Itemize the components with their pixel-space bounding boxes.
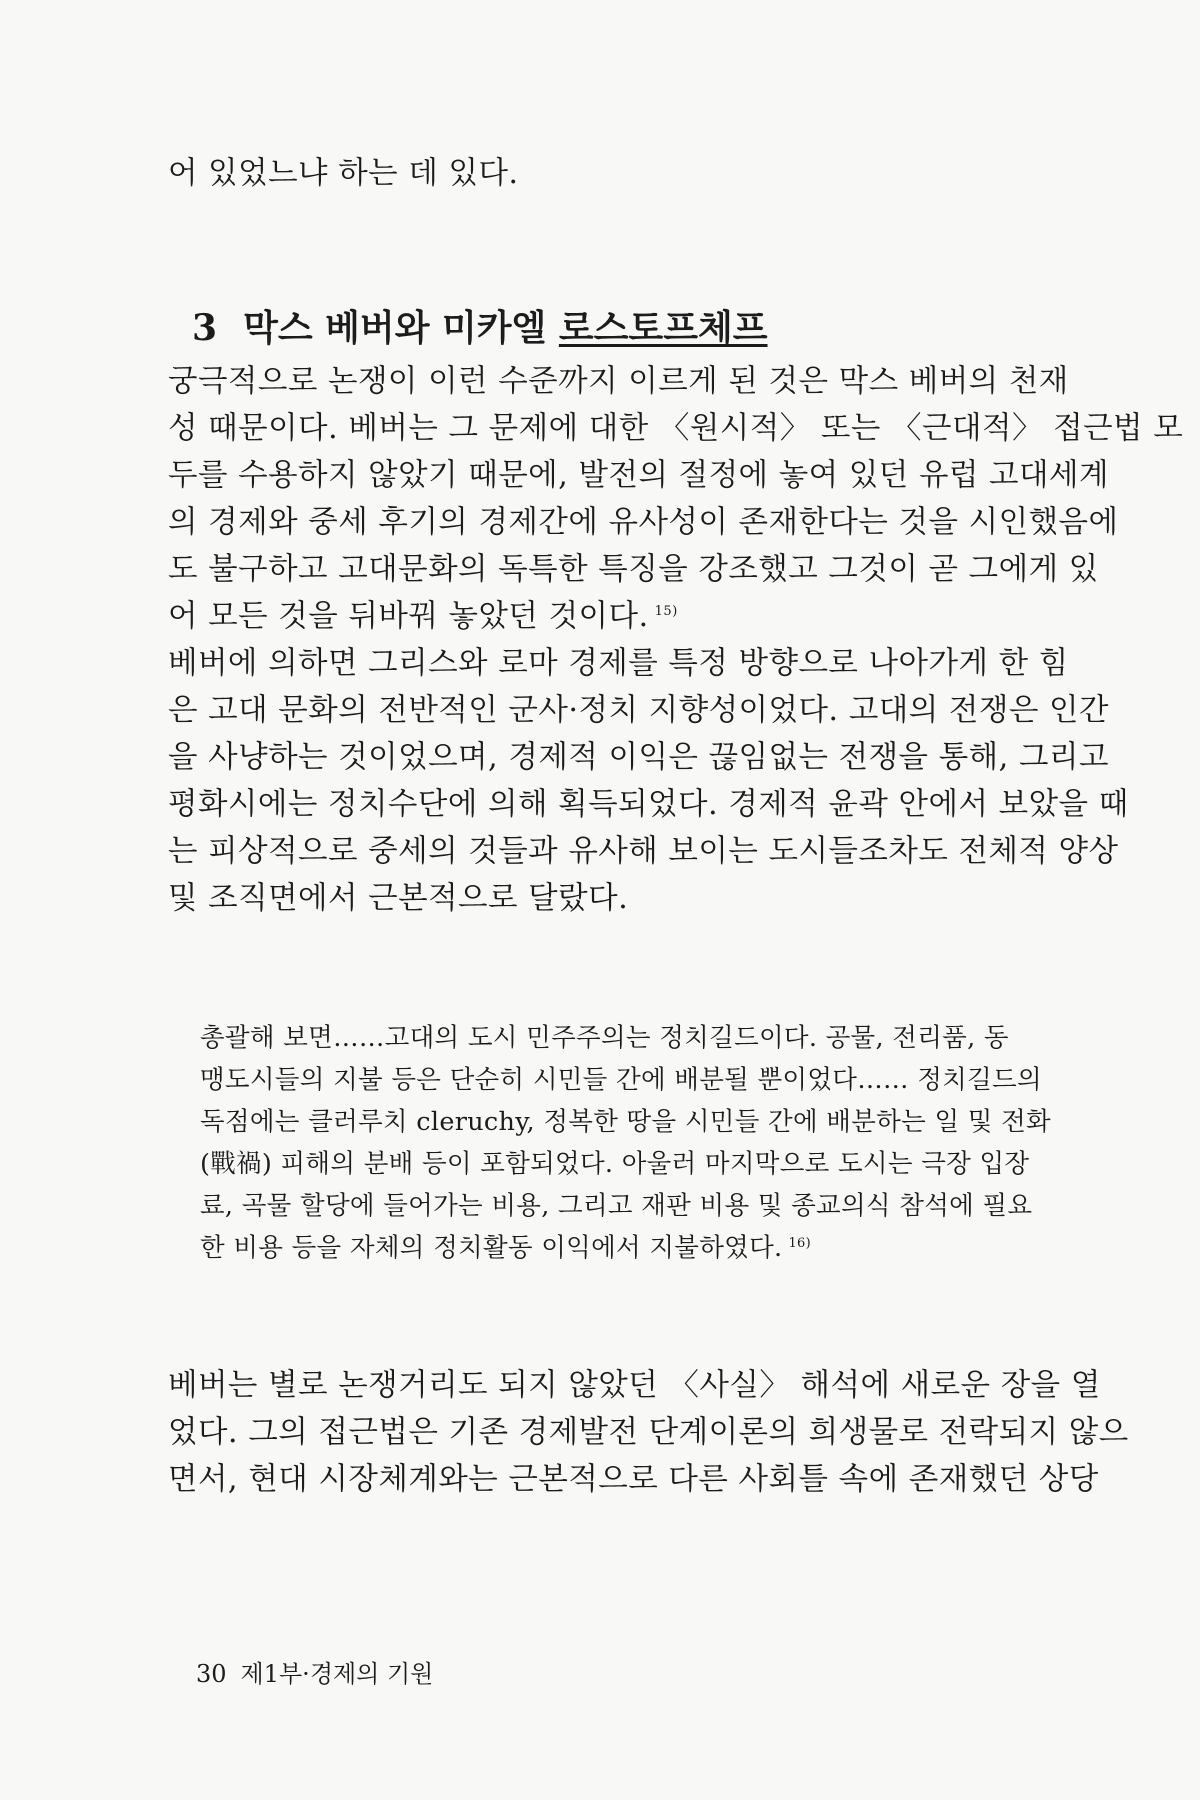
para2-line: 는 피상적으로 중세의 것들과 유사해 보이는 도시들조차도 전체적 양상 <box>168 834 1119 869</box>
para1-line: 두를 수용하지 않았기 때문에, 발전의 절정에 놓여 있던 유럽 고대세계 <box>168 458 1109 493</box>
para2-line: 은 고대 문화의 전반적인 군사·정치 지향성이었다. 고대의 전쟁은 인간 <box>168 693 1109 728</box>
para2-line: 베버에 의하면 그리스와 로마 경제를 특정 방향으로 나아가게 한 힘 <box>168 646 1069 681</box>
quote-line: 총괄해 보면……고대의 도시 민주주의는 정치길드이다. 공물, 전리품, 동 <box>200 1023 1009 1053</box>
running-footer-label: 제1부·경제의 기원 <box>240 1660 434 1688</box>
intro-line: 어 있었느냐 하는 데 있다. <box>168 156 519 191</box>
footnote-marker: 16) <box>788 1235 811 1251</box>
para2-line: 평화시에는 정치수단에 의해 획득되었다. 경제적 윤곽 안에서 보았을 때 <box>168 787 1129 822</box>
page-footer <box>196 1654 433 1689</box>
para2-line: 및 조직면에서 근본적으로 달랐다. <box>168 881 629 916</box>
quote-line: 한 비용 등을 자체의 정치활동 이익에서 지불하였다. $^{16)}$ <box>200 1233 811 1263</box>
quote-line: 료, 곡물 할당에 들어가는 비용, 그리고 재판 비용 및 종교의식 참석에 필요 <box>200 1191 1033 1221</box>
section-title: 막스 베버와 미카엘 로스토프체프 <box>243 307 768 349</box>
para3-line: 면서, 현대 시장체계와는 근본적으로 다른 사회틀 속에 존재했던 상당 <box>168 1462 1099 1497</box>
para1-line: 성 때문이다. 베버는 그 문제에 대한 〈원시적〉 또는 〈근대적〉 접근법 모 <box>168 411 1184 446</box>
footnote-marker: 15) <box>654 603 678 619</box>
section-number: 3 <box>192 307 218 349</box>
para3-line: 베버는 별로 논쟁거리도 되지 않았던 〈사실〉 해석에 새로운 장을 열 <box>168 1368 1101 1403</box>
para2-line: 을 사냥하는 것이었으며, 경제적 이익은 끊임없는 전쟁을 통해, 그리고 <box>168 740 1109 775</box>
section-heading <box>192 300 768 351</box>
para3-line: 었다. 그의 접근법은 기존 경제발전 단계이론의 희생물로 전락되지 않으 <box>168 1415 1129 1450</box>
section-title-underlined: 로스토프체프 <box>558 307 768 349</box>
quote-line: (戰禍) 피해의 분배 등이 포함되었다. 아울러 마지막으로 도시는 극장 입장 <box>200 1149 1030 1179</box>
para1-line: 도 불구하고 고대문화의 독특한 특징을 강조했고 그것이 곧 그에게 있 <box>168 552 1099 587</box>
page-number: 30 <box>196 1660 227 1688</box>
quote-line: 맹도시들의 지불 등은 단순히 시민들 간에 배분될 뿐이었다…… 정치길드의 <box>200 1065 1042 1095</box>
para1-line: 궁극적으로 논쟁이 이런 수준까지 이르게 된 것은 막스 베버의 천재 <box>168 364 1069 399</box>
quote-line: 독점에는 클러루치 cleruchy, 정복한 땅을 시민들 간에 배분하는 일 및 전화 <box>200 1107 1051 1137</box>
para1-line: 어 모든 것을 뒤바꿔 놓았던 것이다. $^{15)}$ <box>168 599 678 634</box>
para1-line: 의 경제와 중세 후기의 경제간에 유사성이 존재한다는 것을 시인했음에 <box>168 505 1119 540</box>
